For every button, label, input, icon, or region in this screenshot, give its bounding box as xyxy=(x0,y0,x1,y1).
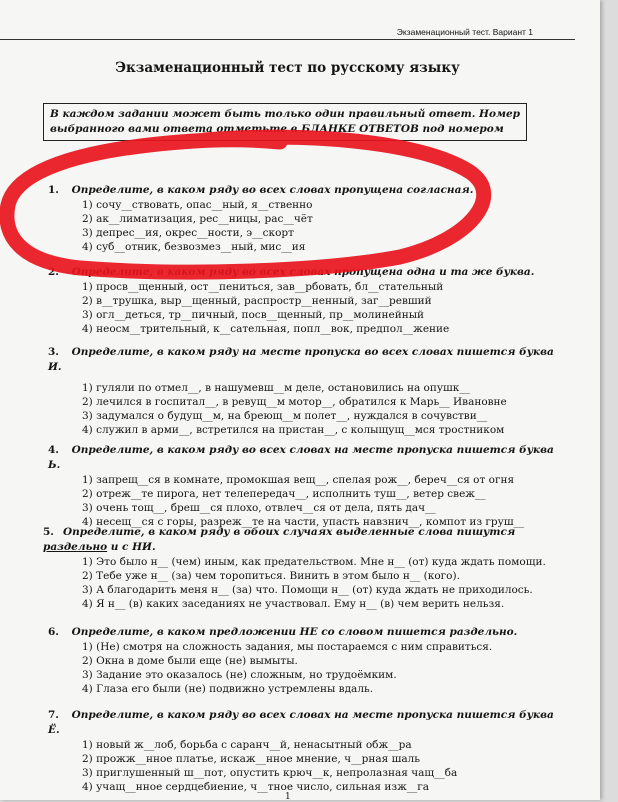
question-text-underlined: раздельно xyxy=(43,541,108,553)
option[interactable]: 1) Это было н__ (чем) иным, как предательством. Мне н__ (от) куда ждать помощи. xyxy=(82,556,546,568)
options-list xyxy=(82,640,568,696)
option[interactable]: 1) запрещ__ся в комнате, промокшая вещ__, спелая рож__, береч__ся от огня xyxy=(82,474,515,486)
question-7 xyxy=(48,708,568,794)
option[interactable]: 3) приглушенный ш__пот, опустить крюч__к, непролазная чащ__ба xyxy=(82,767,458,779)
option[interactable]: 3) огл__деться, тр__пичный, посв__щенный, пр__молинейный xyxy=(82,309,425,321)
page-title: Экзаменационный тест по русскому языку xyxy=(115,60,460,76)
question-number: 7. xyxy=(48,709,59,721)
question-number: 4. xyxy=(48,444,59,456)
instructions-box: В каждом задании может быть только один правильный ответ. Номер выбранного вами ответа отметьте в БЛАНКЕ ОТВЕТОВ под номером xyxy=(43,103,527,141)
option[interactable]: 1) просв__щенный, ост__пениться, зав__рбовать, бл__стательный xyxy=(82,281,444,293)
options-list xyxy=(82,473,568,529)
page-header xyxy=(0,0,575,40)
options-list xyxy=(82,555,568,611)
options-list xyxy=(82,381,568,437)
question-text: Определите, в каком ряду во всех словах пропущена согласная. xyxy=(71,184,474,196)
question-1 xyxy=(48,183,568,254)
option[interactable]: 4) учащ__нное сердцебиение, ч__тное число, сильная изж__га xyxy=(82,781,430,793)
question-text: Определите, в каком ряду на месте пропуска во всех словах пишется буква И. xyxy=(48,346,554,373)
option[interactable]: 3) очень тощ__, бреш__ся плохо, отвлеч__ся от дела, пять дач__ xyxy=(82,502,436,514)
question-text: Определите, в каком ряду в обоих случаях выделенные слова пишутся xyxy=(63,526,516,538)
option[interactable]: 1) новый ж__лоб, борьба с саранч__й, ненасытный обж__ра xyxy=(82,739,412,751)
question-2 xyxy=(48,265,568,336)
option[interactable]: 1) гуляли по отмел__, в нашумевш__м деле, остановились на опушк__ xyxy=(82,382,470,394)
question-number: 2. xyxy=(48,266,59,278)
question-5 xyxy=(43,525,568,611)
options-list xyxy=(82,738,568,794)
question-text: Определите, в каком ряду во всех словах на месте пропуска пишется буква Ё. xyxy=(48,709,554,736)
header-text: Экзаменационный тест. Вариант 1 xyxy=(396,27,533,37)
option[interactable]: 3) депрес__ия, окрес__ности, э__скорт xyxy=(82,227,294,239)
option[interactable]: 2) отреж__те пирога, нет телепередач__, исполнить туш__, ветер свеж__ xyxy=(82,488,486,500)
option[interactable]: 2) Тебе уже н__ (за) чем торопиться. Винить в этом было н__ (кого). xyxy=(82,570,460,582)
option[interactable]: 2) Окна в доме были еще (не) вымыты. xyxy=(82,655,298,667)
option[interactable]: 1) (Не) смотря на сложность задания, мы постараемся с ним справиться. xyxy=(82,641,493,653)
option[interactable]: 4) несещ__ся с горы, разреж__те на части, упасть навзнич__, компот из груш__ xyxy=(82,516,525,528)
question-number: 1. xyxy=(48,184,59,196)
option[interactable]: 4) суб__отник, безвозмез__ный, мис__ия xyxy=(82,241,306,253)
option[interactable]: 3) задумался о будущ__м, на бреющ__м полет__, нуждался в сочувстви__ xyxy=(82,410,488,422)
question-6 xyxy=(48,625,568,696)
question-number: 3. xyxy=(48,346,59,358)
question-3 xyxy=(48,345,568,437)
option[interactable]: 4) неосм__трительный, к__сательная, попл__вок, предпол__жение xyxy=(82,323,450,335)
option[interactable]: 3) Задание это оказалось (не) сложным, но трудоёмким. xyxy=(82,669,397,681)
question-text: Определите, в каком ряду во всех словах пропущена одна и та же буква. xyxy=(71,266,535,278)
question-4 xyxy=(48,443,568,529)
option[interactable]: 2) лечился в госпитал__, в ревущ__м мотор__, обратился к Марь__ Ивановне xyxy=(82,396,507,408)
question-number: 6. xyxy=(48,626,59,638)
options-list xyxy=(82,198,568,254)
option[interactable]: 1) сочу__ствовать, опас__ный, я__ственно xyxy=(82,199,313,211)
option[interactable]: 4) служил в арми__, встретился на пристан__, с колыщущ__мся тростником xyxy=(82,424,505,436)
option[interactable]: 2) в__трушка, выр__щенный, распростр__ненный, заг__ревший xyxy=(82,295,432,307)
option[interactable]: 3) А благодарить меня н__ (за) что. Помощи н__ (от) куда ждать не приходилось. xyxy=(82,584,533,596)
option[interactable]: 2) прожж__нное платье, искаж__нное мнение, ч__рная шаль xyxy=(82,753,420,765)
question-text: Определите, в каком предложении НЕ со словом пишется раздельно. xyxy=(71,626,518,638)
option[interactable]: 4) Глаза его были (не) подвижно устремлены вдаль. xyxy=(82,683,374,695)
page-number: 1 xyxy=(285,792,291,802)
question-text: Определите, в каком ряду во всех словах на месте пропуска пишется буква Ь. xyxy=(48,444,554,471)
question-text-end: и с НИ. xyxy=(107,541,156,553)
option[interactable]: 4) Я н__ (в) каких заседаниях не участвовал. Ему н__ (в) чем верить нельзя. xyxy=(82,598,505,610)
option[interactable]: 2) ак__лиматизация, рес__ницы, рас__чёт xyxy=(82,213,313,225)
question-number: 5. xyxy=(43,526,54,538)
options-list xyxy=(82,280,568,336)
